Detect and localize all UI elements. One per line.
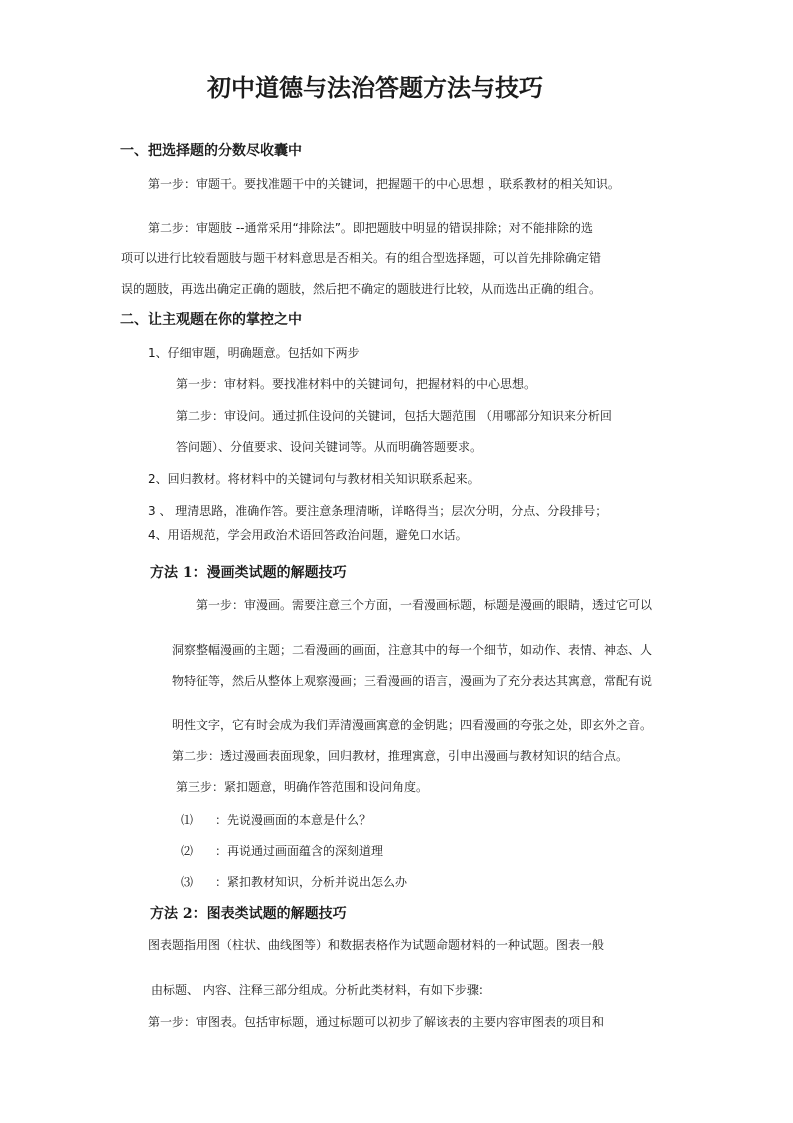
list-item xyxy=(181,843,383,859)
section2-item2: 2、回归教材。将材料中的关键词句与教材相关知识联系起来。 xyxy=(148,472,480,486)
point-text: ：紧扣教材知识，分析并说出怎么办 xyxy=(215,875,408,889)
point-text: ：先说漫画面的本意是什么？ xyxy=(215,813,372,827)
section1-heading: 一、把选择题的分数尽收囊中 xyxy=(120,143,302,159)
section1-step2-line1: 第二步：审题肢 --通常采用“排除法”。即把题肢中明显的错误排除；对不能排除的选 xyxy=(148,221,593,235)
section1-step2-line2: 项可以进行比较看题肢与题干材料意思是否相关。有的组合型选择题，可以首先排除确定错 xyxy=(121,251,602,265)
method1-step1-line3: 物特征等，然后从整体上观察漫画；三看漫画的语言，漫画为了充分表达其寓意，常配有说 xyxy=(172,674,653,688)
method1-step3: 第三步：紧扣题意，明确作答范围和设问角度。 xyxy=(176,780,429,794)
method2-step1: 第一步：审图表。包括审标题，通过标题可以初步了解该表的主要内容审图表的项目和 xyxy=(148,1015,605,1029)
section1-step2-line3: 误的题肢，再选出确定正确的题肢，然后把不确定的题肢进行比较，从而选出正确的组合。 xyxy=(121,282,602,296)
page-title: 初中道德与法治答题方法与技巧 xyxy=(207,73,543,102)
section1-step1: 第一步：审题干。要找准题干中的关键词，把握题干的中心思想 ，联系教材的相关知识。 xyxy=(148,177,620,191)
point-number: ⑴ xyxy=(181,813,194,827)
section2-sub1: 第一步：审材料。要找准材料中的关键词句，把握材料的中心思想。 xyxy=(176,377,537,391)
method1-step1-line4: 明性文字，它有时会成为我们弄清漫画寓意的金钥匙；四看漫画的夸张之处，即玄外之音。 xyxy=(172,718,653,732)
point-number: ⑶ xyxy=(181,875,194,889)
section2-item3: 3 、 理清思路，准确作答。要注意条理清晰，详略得当；层次分明，分点、分段排号； xyxy=(148,504,608,518)
section2-sub2-line1: 第二步：审设问。通过抓住设问的关键词，包括大题范围 （用哪部分知识来分析回 xyxy=(176,409,612,423)
method2-intro-line1: 图表题指用图（柱状、曲线图等）和数据表格作为试题命题材料的一种试题。图表一般 xyxy=(148,938,605,952)
method1-step1-line2: 洞察整幅漫画的主题；二看漫画的画面，注意其中的每一个细节，如动作、表情、神态、人 xyxy=(172,643,653,657)
list-item xyxy=(181,874,407,890)
point-number: ⑵ xyxy=(181,844,194,858)
method1-step2: 第二步：透过漫画表面现象，回归教材，推理寓意，引申出漫画与教材知识的结合点。 xyxy=(172,749,629,763)
section2-sub2-line2: 答问题）、分值要求、设问关键词等。从而明确答题要求。 xyxy=(176,440,483,454)
method1-step1-line1: 第一步：审漫画。需要注意三个方面，一看漫画标题，标题是漫画的眼睛，透过它可以 xyxy=(196,598,653,612)
method2-heading: 方法 2：图表类试题的解题技巧 xyxy=(150,906,347,922)
point-text: ：再说通过画面蕴含的深刻道理 xyxy=(215,844,384,858)
section2-item4: 4、用语规范，学会用政治术语回答政治问题，避免口水话。 xyxy=(148,528,468,542)
method2-intro-line2: 由标题、 内容、注释三部分组成。分析此类材料，有如下步骤: xyxy=(151,983,483,997)
section2-heading: 二、让主观题在你的掌控之中 xyxy=(120,312,302,328)
list-item xyxy=(181,812,371,828)
section2-item1: 1、仔细审题，明确题意。包括如下两步 xyxy=(148,346,360,360)
method1-heading: 方法 1：漫画类试题的解题技巧 xyxy=(150,565,347,581)
